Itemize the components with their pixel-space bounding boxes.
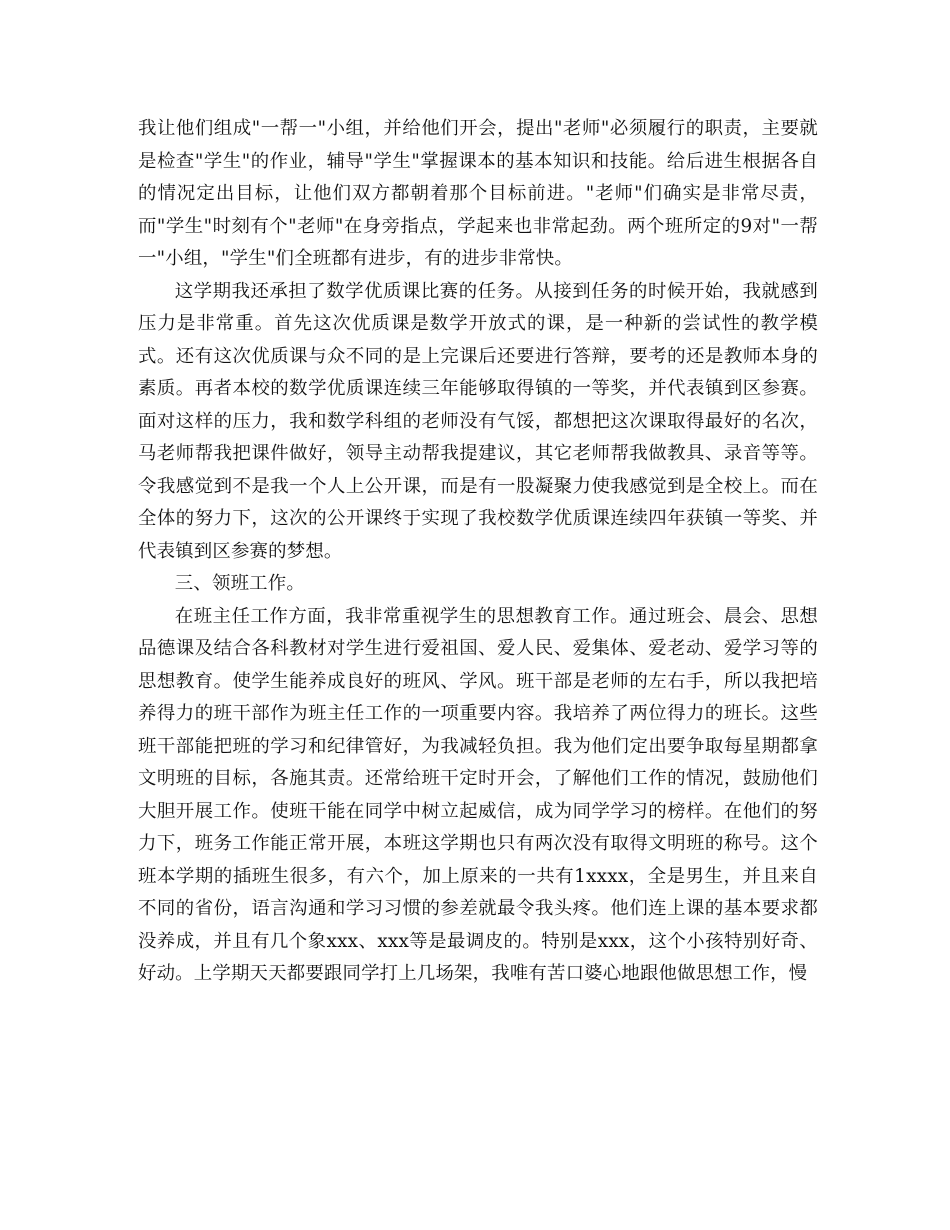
paragraph-3: 在班主任工作方面，我非常重视学生的思想教育工作。通过班会、晨会、思想品德课及结合各科教材对学生进行爱祖国、爱人民、爱集体、爱老动、爱学习等的思想教育。使学生能养成良好的班风、学风。班干部是老师的左右手，所以我把培养得力的班干部作为班主任工作的一项重要内容。我培养了两位得力的班长。这些班干部能把班的学习和纪律管好，为我减轻负担。我为他们定出要争取每星期都拿文明班的目标，各施其责。还常给班干定时开会，了解他们工作的情况，鼓励他们大胆开展工作。使班干能在同学中树立起威信，成为同学学习的榜样。在他们的努力下，班务工作能正常开展，本班这学期也只有两次没有取得文明班的称号。这个班本学期的插班生很多，有六个，加上原来的一共有1xxxx，全是男生，并且来自不同的省份，语言沟通和学习习惯的参差就最令我头疼。他们连上课的基本要求都没养成，并且有几个象xxx、xxx等是最调皮的。特别是xxx，这个小孩特别好奇、好动。上学期天天都要跟同学打上几场架，我唯有苦口婆心地跟他做思想工作，慢 (138, 605, 818, 984)
paragraph-1: 我让他们组成"一帮一"小组，并给他们开会，提出"老师"必须履行的职责，主要就是检查"学生"的作业，辅导"学生"掌握课本的基本知识和技能。给后进生根据各自的情况定出目标，让他们双方都朝着那个目标前进。"老师"们确实是非常尽责，而"学生"时刻有个"老师"在身旁指点，学起来也非常起劲。两个班所定的9对"一帮一"小组，"学生"们全班都有进步，有的进步非常快。 (138, 118, 818, 269)
section-heading: 三、领班工作。 (174, 573, 305, 594)
paragraph-2: 这学期我还承担了数学优质课比赛的任务。从接到任务的时候开始，我就感到压力是非常重。首先这次优质课是数学开放式的课，是一种新的尝试性的教学模式。还有这次优质课与众不同的是上完课后还要进行答辩，要考的还是教师本身的素质。再者本校的数学优质课连续三年能够取得镇的一等奖，并代表镇到区参赛。面对这样的压力，我和数学科组的老师没有气馁，都想把这次课取得最好的名次，马老师帮我把课件做好，领导主动帮我提建议，其它老师帮我做教具、录音等等。令我感觉到不是我一个人上公开课，而是有一股凝聚力使我感觉到是全校上。而在全体的努力下，这次的公开课终于实现了我校数学优质课连续四年获镇一等奖、并代表镇到区参赛的梦想。 (138, 280, 818, 562)
document-body (138, 113, 818, 991)
